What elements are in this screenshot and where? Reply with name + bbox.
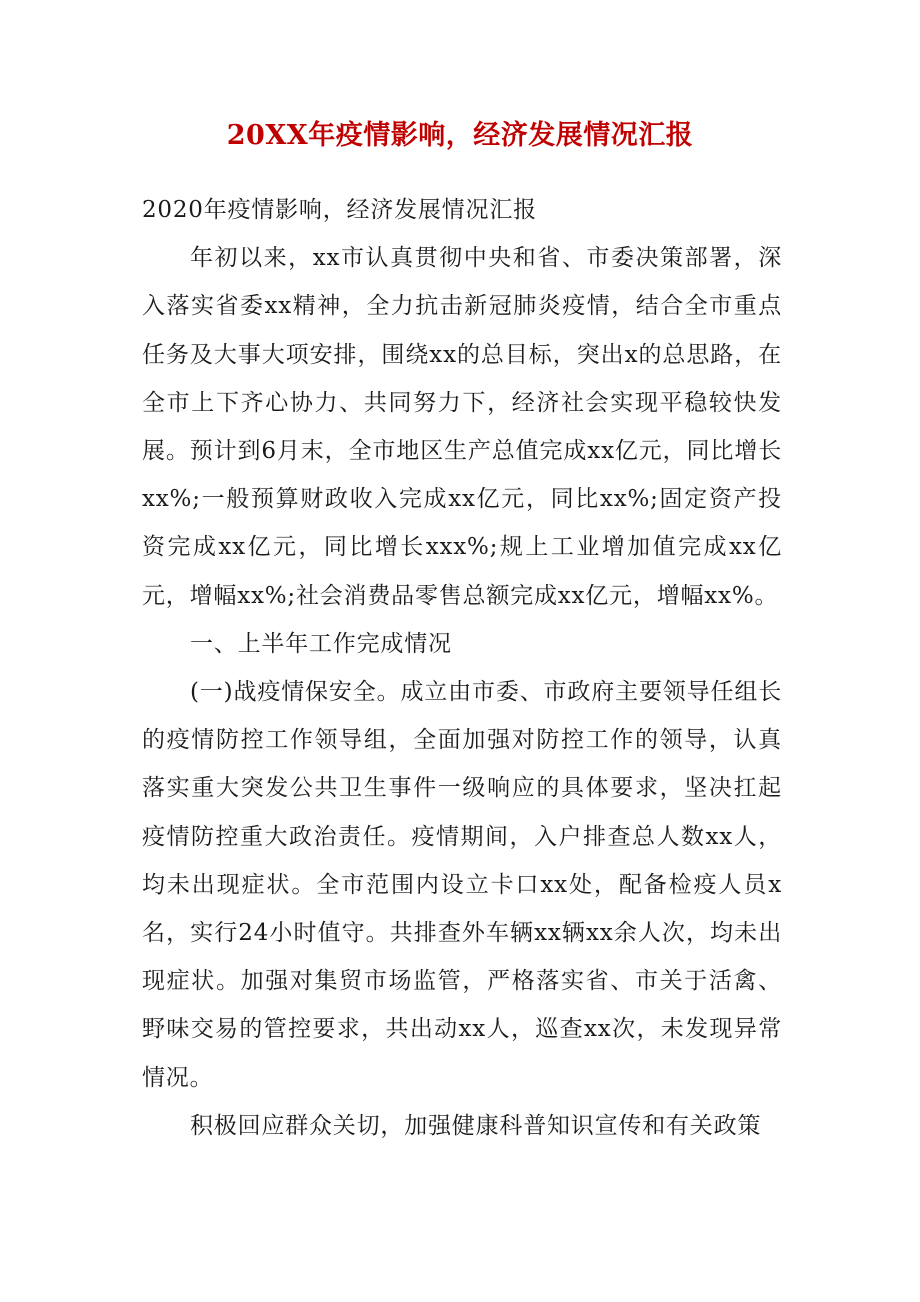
paragraph-public-response: 积极回应群众关切，加强健康科普知识宣传和有关政策 (190, 1112, 762, 1139)
document-body (142, 186, 782, 1150)
paragraph-intro: 年初以来，xx市认真贯彻中央和省、市委决策部署，深入落实省委xx精神，全力抗击新冠肺炎疫情，结合全市重点任务及大事大项安排，围绕xx的总目标，突出x的总思路，在全市上下齐心协力、共同努力下，经济社会实现平稳较快发展。预计到6月末，全市地区生产总值完成xx亿元，同比增长xx%;一般预算财政收入完成xx亿元，同比xx%;固定资产投资完成xx亿元，同比增长xxx%;规上工业增加值完成xx亿元，增幅xx%;社会消费品零售总额完成xx亿元，增幅xx%。 (142, 245, 782, 609)
document-subtitle: 2020年疫情影响，经济发展情况汇报 (142, 197, 537, 223)
section-heading: 一、上半年工作完成情况 (190, 630, 452, 657)
document-title: 20XX年疫情影响，经济发展情况汇报 (226, 120, 694, 151)
paragraph-epidemic-control: (一)战疫情保安全。成立由市委、市政府主要领导任组长的疫情防控工作领导组，全面加强对防控工作的领导，认真落实重大突发公共卫生事件一级响应的具体要求，坚决扛起疫情防控重大政治责任。疫情期间，入户排查总人数xx人，均未出现症状。全市范围内设立卡口xx处，配备检疫人员x名，实行24小时值守。共排查外车辆xx辆xx余人次，均未出现症状。加强对集贸市场监管，严格落实省、市关于活禽、野味交易的管控要求，共出动xx人，巡查xx次，未发现异常情况。 (142, 679, 782, 1091)
